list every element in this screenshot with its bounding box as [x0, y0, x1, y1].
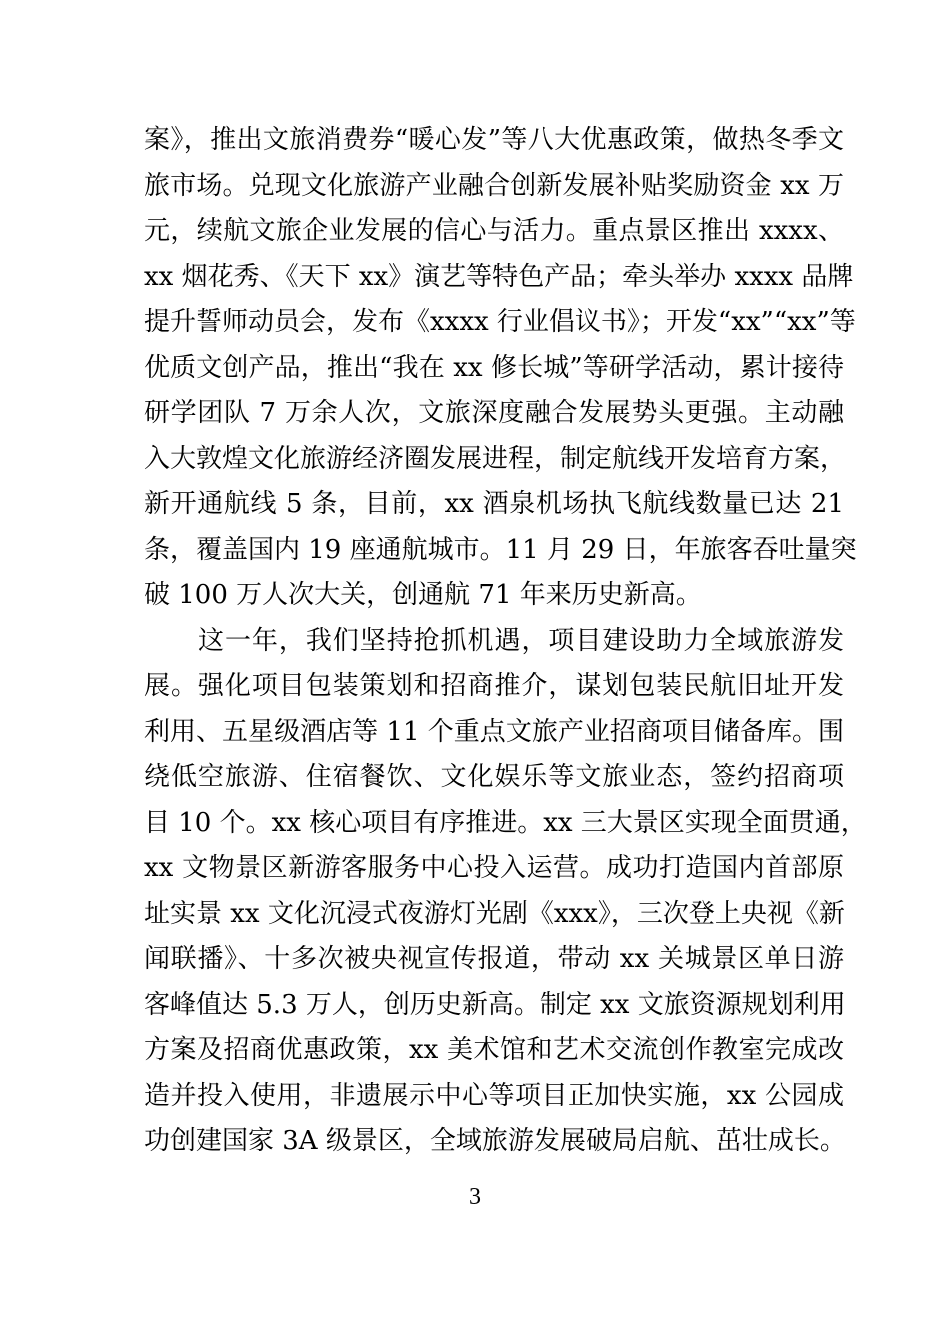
text-line: 元，续航文旅企业发展的信心与活力。重点景区推出 xxxx、	[144, 216, 844, 246]
text-line-first-indented: 这一年，我们坚持抢抓机遇，项目建设助力全域旅游发	[198, 625, 844, 656]
text-line: 入大敦煌文化旅游经济圈发展进程，制定航线开发培育方案，	[144, 443, 847, 474]
text-line: 旅市场。兑现文化旅游产业融合创新发展补贴奖励资金 xx 万	[144, 170, 844, 201]
paragraph-tourism-market	[144, 118, 857, 619]
text-line: 条，覆盖国内 19 座通航城市。11 月 29 日，年旅客吞吐量突	[144, 534, 857, 565]
text-line-last: 功创建国家 3A 级景区，全域旅游发展破局启航、茁壮成长。	[144, 1126, 846, 1156]
text-line: 利用、五星级酒店等 11 个重点文旅产业招商项目储备库。围	[144, 716, 844, 747]
page-number: 3	[469, 1184, 481, 1210]
text-line: xx 烟花秀、《天下 xx》演艺等特色产品；牵头举办 xxxx 品牌	[144, 261, 854, 292]
text-line: 造并投入使用，非遗展示中心等项目正加快实施，xx 公园成	[144, 1080, 844, 1111]
text-line: 新开通航线 5 条，目前，xx 酒泉机场执飞航线数量已达 21	[144, 489, 844, 519]
text-line: xx 文物景区新游客服务中心投入运营。成功打造国内首部原	[144, 853, 844, 883]
text-line: 提升誓师动员会，发布《xxxx 行业倡议书》；开发“xx”“xx”等	[144, 307, 856, 337]
text-line: 案》，推出文旅消费券“暖心发”等八大优惠政策，做热冬季文	[144, 125, 844, 155]
text-line: 客峰值达 5.3 万人，创历史新高。制定 xx 文旅资源规划利用	[144, 989, 846, 1020]
text-line: 优质文创产品，推出“我在 xx 修长城”等研学活动，累计接待	[144, 352, 844, 383]
paragraph-project-construction	[144, 619, 867, 1165]
body-text	[144, 118, 867, 1165]
text-line: 研学团队 7 万余人次，文旅深度融合发展势头更强。主动融	[144, 398, 844, 428]
text-line: 绕低空旅游、住宿餐饮、文化娱乐等文旅业态，签约招商项	[144, 762, 844, 792]
text-line: 址实景 xx 文化沉浸式夜游灯光剧《xxx》，三次登上央视《新	[144, 898, 845, 929]
text-line-last: 破 100 万人次大关，创通航 71 年来历史新高。	[144, 580, 702, 610]
text-line: 展。强化项目包装策划和招商推介，谋划包装民航旧址开发	[144, 671, 844, 701]
text-line: 方案及招商优惠政策，xx 美术馆和艺术交流创作教室完成改	[144, 1035, 844, 1065]
text-line: 闻联播》、十多次被央视宣传报道，带动 xx 关城景区单日游	[144, 944, 844, 974]
text-line: 目 10 个。xx 核心项目有序推进。xx 三大景区实现全面贯通，	[144, 807, 867, 838]
